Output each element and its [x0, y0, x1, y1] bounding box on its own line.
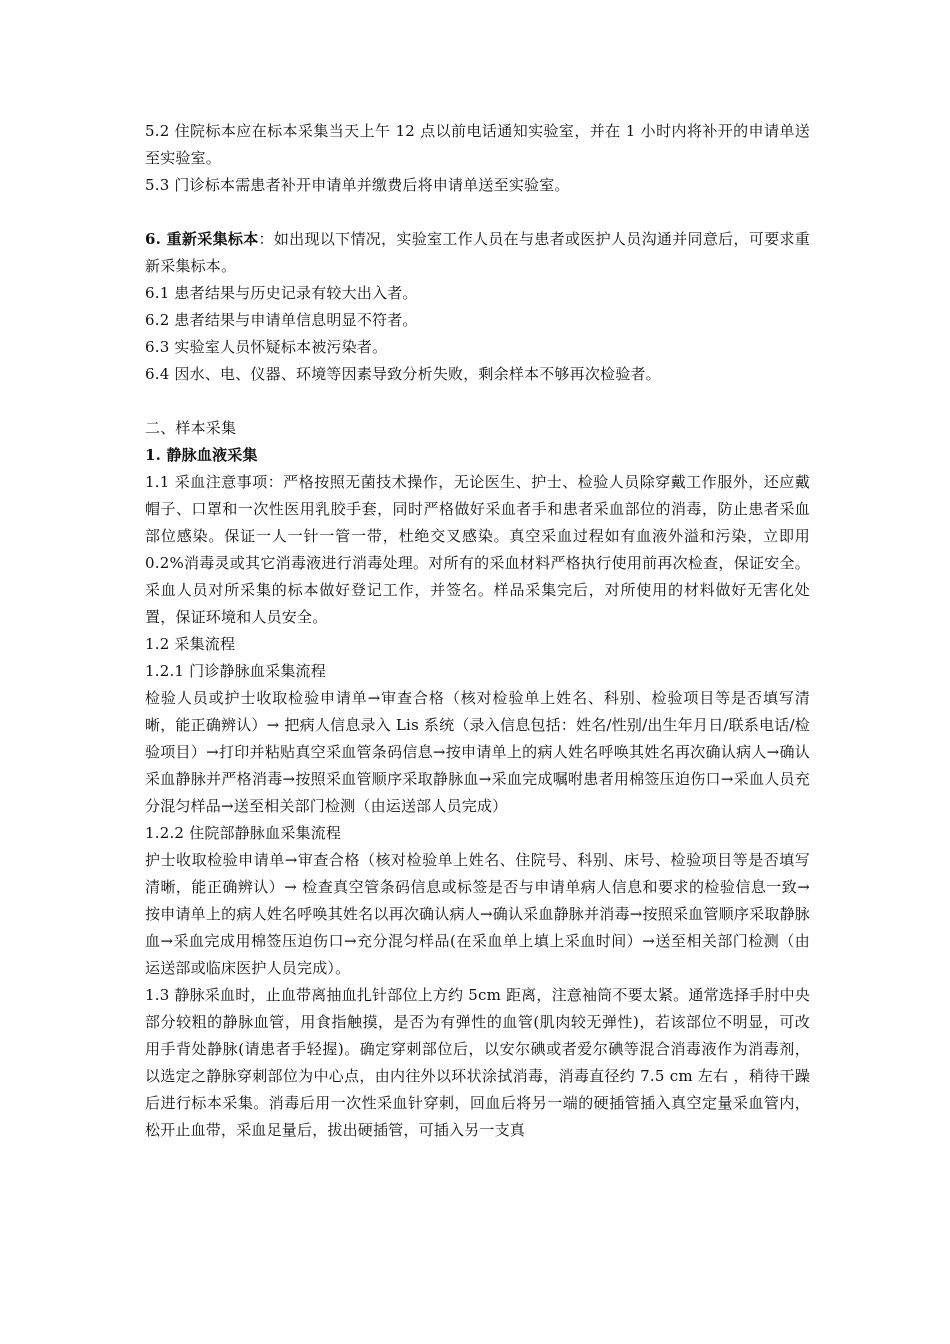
paragraph-1-2-2-body: 护士收取检验申请单→审查合格（核对检验单上姓名、住院号、科别、床号、检验项目等是否填写清晰，能正确辨认）→ 检查真空管条码信息或标签是否与申请单病人信息和要求的检验信息一致→按申请单上的病人姓名呼唤其姓名以再次确认病人→确认采血静脉并消毒→按照采血管顺序采取静脉血→采血完成用棉签压迫伤口→充分混匀样品(在采血单上填上采血时间）→送至相关部门检测（由运送部或临床医护人员完成）。	[145, 851, 810, 977]
paragraph-1-2: 1.2 采集流程	[145, 635, 236, 653]
paragraph-5-3: 5.3 门诊标本需患者补开申请单并缴费后将申请单送至实验室。	[145, 176, 570, 194]
section-6-title: 6. 重新采集标本	[145, 230, 259, 248]
spacer	[145, 199, 810, 226]
paragraph-5-2: 5.2 住院标本应在标本采集当天上午 12 点以前电话通知实验室，并在 1 小时内将补开的申请单送至实验室。	[145, 122, 810, 167]
paragraph-1-1: 1.1 采血注意事项：严格按照无菌技术操作，无论医生、护士、检验人员除穿戴工作服外，还应戴帽子、口罩和一次性医用乳胶手套，同时严格做好采血者手和患者采血部位的消毒，防止患者采血部位感染。保证一人一针一管一带，杜绝交叉感染。真空采血过程如有血液外溢和污染，立即用 0.2%消毒灵或其它消毒液进行消毒处理。对所有的采血材料严格执行使用前再次检查，保证安全。采血人员对所采集的标本做好登记工作，并签名。样品采集完后，对所使用的材料做好无害化处置，保证环境和人员安全。	[145, 473, 810, 626]
spacer	[145, 388, 810, 415]
paragraph-1-2-1-title: 1.2.1 门诊静脉血采集流程	[145, 662, 326, 680]
paragraph-1-3: 1.3 静脉采血时，止血带离抽血扎针部位上方约 5cm 距离，注意袖筒不要太紧。通常选择手肘中央部分较粗的静脉血管，用食指触摸，是否为有弹性的血管(肌肉较无弹性)，若该部位不明显，可改用手背处静脉(请患者手轻握)。确定穿刺部位后，以安尔碘或者爱尔碘等混合消毒液作为消毒剂，以选定之静脉穿刺部位为中心点，由内往外以环状涂拭消毒，消毒直径约 7.5 cm 左右 ，稍待干躁后进行标本采集。消毒后用一次性采血针穿刺，回血后将另一端的硬插管插入真空定量采血管内，松开止血带，采血足量后，拔出硬插管，可插入另一支真	[145, 986, 810, 1139]
item-6-4: 6.4 因水、电、仪器、环境等因素导致分析失败，剩余样本不够再次检验者。	[145, 365, 661, 383]
section-6-intro: ：如出现以下情况，实验室工作人员在与患者或医护人员沟通并同意后，可要求重新采集标本。	[145, 230, 810, 275]
paragraph-1-2-2-title: 1.2.2 住院部静脉血采集流程	[145, 824, 342, 842]
section-6-heading	[145, 226, 810, 280]
subsection-1-title: 1. 静脉血液采集	[145, 446, 258, 464]
item-6-1: 6.1 患者结果与历史记录有较大出入者。	[145, 284, 418, 302]
paragraph-1-2-1-body: 检验人员或护士收取检验申请单→审查合格（核对检验单上姓名、科别、检验项目等是否填写清晰，能正确辨认）→ 把病人信息录入 Lis 系统（录入信息包括：姓名/性别/出生年月日/联系电话/检验项目）→打印并粘贴真空采血管条码信息→按申请单上的病人姓名呼唤其姓名再次确认病人→确认采血静脉并严格消毒→按照采血管顺序采取静脉血→采血完成嘱咐患者用棉签压迫伤口→采血人员充分混匀样品→送至相关部门检测（由运送部人员完成）	[145, 689, 810, 815]
item-6-3: 6.3 实验室人员怀疑标本被污染者。	[145, 338, 388, 356]
part-2-title: 二、样本采集	[145, 419, 237, 437]
item-6-2: 6.2 患者结果与申请单信息明显不符者。	[145, 311, 418, 329]
